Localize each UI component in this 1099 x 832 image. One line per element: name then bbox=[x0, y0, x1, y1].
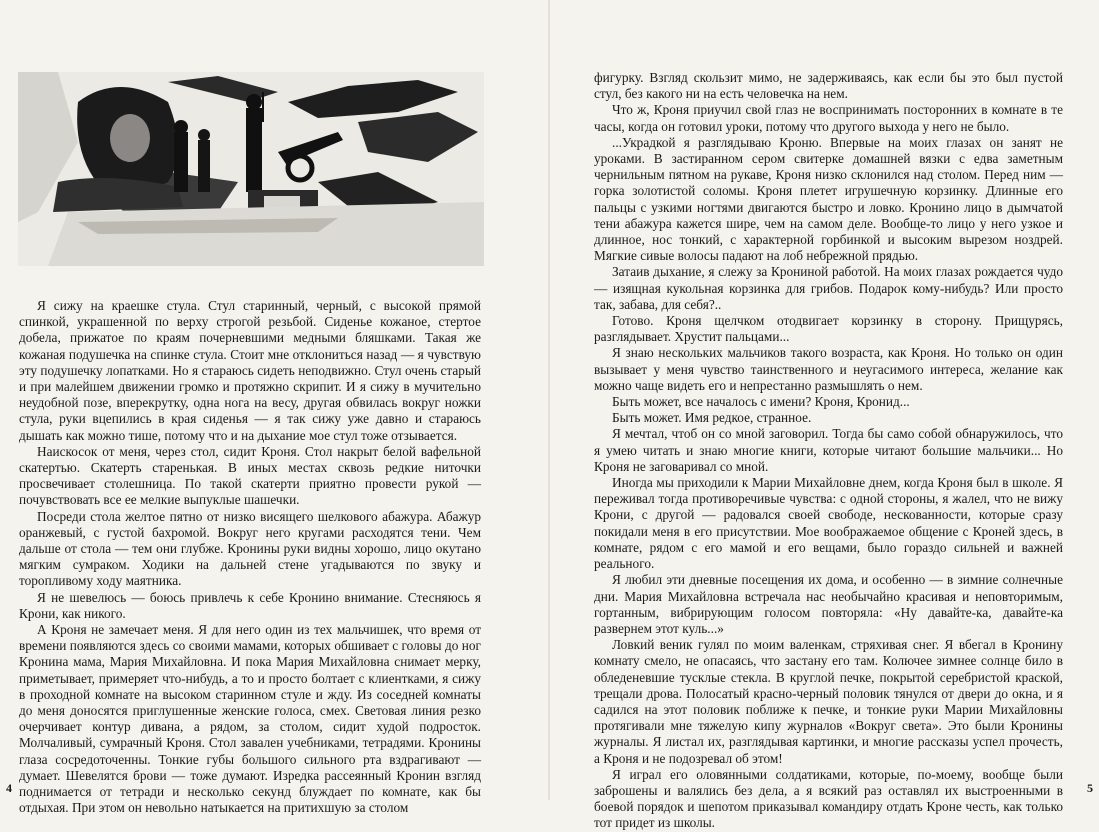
paragraph: Я не шевелюсь — боюсь привлечь к себе Кронино внимание. Стесняюсь я Крони, как никого. bbox=[19, 589, 481, 621]
paragraph: А Кроня не замечает меня. Я для него один из тех мальчишек, что время от времени появляются здесь со своими мамами, которых обшивает с головы до ног Кронина мама, Мария Михайловна. И пока Мария Михайловна снимает мерку, приметывает, примеряет что-нибудь, а то и просто болтает с клиентками, я сижу в проходной комнате на высоком старинном стуле и жду. Из соседней комнаты до меня доносятся приглушенные женские голоса, смех. Световая линия резко очерчивает контур дивана, а рядом, за столом, сидит худой подросток. Молчаливый, сумрачный Кроня. Стол завален учебниками, тетрадями. Кронины глаза сосредоточенны. Тонкие губы большого сильного рта вздрагивают — думает. Шевелятся брови — тоже думают. Изредка рассеянный Кронин взгляд поднимается от тетради и несколько секунд блуждает по комнате, как бы отдыхая. При этом он невольно натыкается на притихшую за столом bbox=[19, 622, 481, 816]
paragraph: Быть может, все началось с имени? Кроня, Кронид... bbox=[612, 394, 910, 410]
left-page bbox=[0, 0, 549, 816]
paragraph: Быть может. Имя редкое, странное. bbox=[612, 410, 812, 426]
paragraph: Я мечтал, чтоб он со мной заговорил. Тогда бы само собой обнаружилось, что я умею читать и знаю многие книги, которые читают большие мальчики... Но Кроня не заговаривал со мной. bbox=[594, 426, 1063, 474]
paragraph: Наискосок от меня, через стол, сидит Кроня. Стол накрыт белой вафельной скатертью. Скатерть старенькая. В иных местах сквозь редкие ниточки просвечивает столешница. По такой скатерти приятно провести рукой — почувствовать все ее мелкие выпуклые шашечки. bbox=[19, 443, 481, 508]
paragraph: Посреди стола желтое пятно от низко висящего шелкового абажура. Абажур оранжевый, с густой бахромой. Вокруг него кругами расходятся тени. Чем дальше от стола — тем они глубже. Кронины руки видны хорошо, лицо окутано мягким сумраком. Ходики на дальней стене угадываются по звуку и торопливому ходу маятника. bbox=[19, 508, 481, 589]
paragraph: ...Украдкой я разглядываю Кроню. Впервые на моих глазах он занят не уроками. В застиранном сером свитерке домашней вязки с едва заметным чернильным пятном на рукаве, Кроня низко склонился над столом. Перед ним — горка золотистой соломы. Кроня плетет игрушечную корзинку. Длинные его пальцы с узкими ногтями двигаются быстро и ловко. Кронино лицо в дымчатой тени абажура кажется шире, чем на самом деле. Вообще-то лицо у него узкое и длинное, нос тонкий, с характерной горбинкой и высоким вырезом ноздрей. Мягкие сивые волосы падают на лоб небрежной прядью. bbox=[594, 134, 1063, 264]
paragraph: Иногда мы приходили к Марии Михайловне днем, когда Кроня был в школе. Я переживал тогда противоречивые чувства: с одной стороны, я жалел, что не вижу Крони, с другой — радовался своей свободе, нескованности, которые сразу покидали меня в его присутствии. Мое воображаемое общение с Кроней здесь, в комнате, рядом с его мамой и его вещами, было гораздо сильней и важней реального. bbox=[594, 475, 1063, 572]
left-text-column bbox=[19, 298, 481, 817]
chapter-illustration bbox=[18, 72, 484, 266]
paragraph: Я знаю нескольких мальчиков такого возраста, как Кроня. Но только он один вызывает у меня чувство таинственного и неугасимого интереса, желание как можно чаще видеть его и непрестанно размышлять о нем. bbox=[594, 345, 1063, 393]
paragraph: Готово. Кроня щелчком отодвигает корзинку в сторону. Прищурясь, разглядывает. Хрустит пальцами... bbox=[594, 313, 1063, 345]
paragraph: Что ж, Кроня приучил свой глаз не воспринимать посторонних в комнате в те часы, когда он готовил уроки, потому что другого выхода у него не было. bbox=[594, 102, 1063, 134]
paragraph: Я играл его оловянными солдатиками, которые, по-моему, вообще были заброшены и валялись без дела, а я всякий раз оставлял их выстроенными в боевой порядок и шепотом приказывал командиру отдать Кроне честь, как только тот придет из школы. bbox=[594, 766, 1063, 831]
paragraph: Я сижу на краешке стула. Стул старинный, черный, с высокой прямой спинкой, украшенной по верху строгой резьбой. Сиденье кожаное, стертое добела, прижатое по краям почерневшими медными бляшками. Такая же кожаная подушечка на спинке стула. Стоит мне отклониться назад — я чувствую эту подушечку лопатками. Но я стараюсь сидеть неподвижно. Стул очень старый и при малейшем движении громко и протяжно скрипит. И я сижу в мучительно неудобной позе, вперекрутку, одна нога на весу, другая обвилась вокруг ножки стула, руки вцепились в края сиденья — я так сижу уже давно и стараюсь дышать как можно тише, потому что и на дыхание мое стул тоже отзывается. bbox=[19, 298, 481, 443]
right-page bbox=[550, 0, 1099, 831]
right-text-column bbox=[594, 70, 1063, 832]
page-number-left: 4 bbox=[6, 781, 12, 795]
paragraph: Затаив дыхание, я слежу за Крониной работой. На моих глазах рождается чудо — изящная кукольная корзинка для грибов. Подарок кому-нибудь? Или просто так, забава, для себя?.. bbox=[594, 264, 1063, 312]
page-number-right: 5 bbox=[1087, 781, 1093, 795]
paragraph: Ловкий веник гулял по моим валенкам, стряхивая снег. Я вбегал в Кронину комнату смело, не опасаясь, что застану его там. Колючее зимнее солнце било в обледеневшие тусклые стекла. В круглой печке, покрытой серебристой краской, трещали дрова. Полосатый красно-черный половик тянулся от двери до окна, и я садился на этот половик поближе к печке, и тонкие руки Марии Михайловны протягивали мне тяжелую кипу журналов «Вокруг света». Это были Кронины журналы. Я листал их, разглядывая картинки, и многие рассказы успел прочесть, а Кроня и не подозревал об этом! bbox=[594, 637, 1063, 766]
illustration-drawing bbox=[18, 72, 484, 266]
paragraph: Я любил эти дневные посещения их дома, и особенно — в зимние солнечные дни. Мария Михайловна встречала нас необычайно красивая и неповторимым, гортанным, вибрирующим голосом повторяла: «Ну давайте-ка, давайте-ка развернем этот куль...» bbox=[594, 572, 1063, 636]
paragraph: фигурку. Взгляд скользит мимо, не задерживаясь, как если бы это был пустой стул, без какого ни на есть человечка на нем. bbox=[594, 70, 1063, 102]
